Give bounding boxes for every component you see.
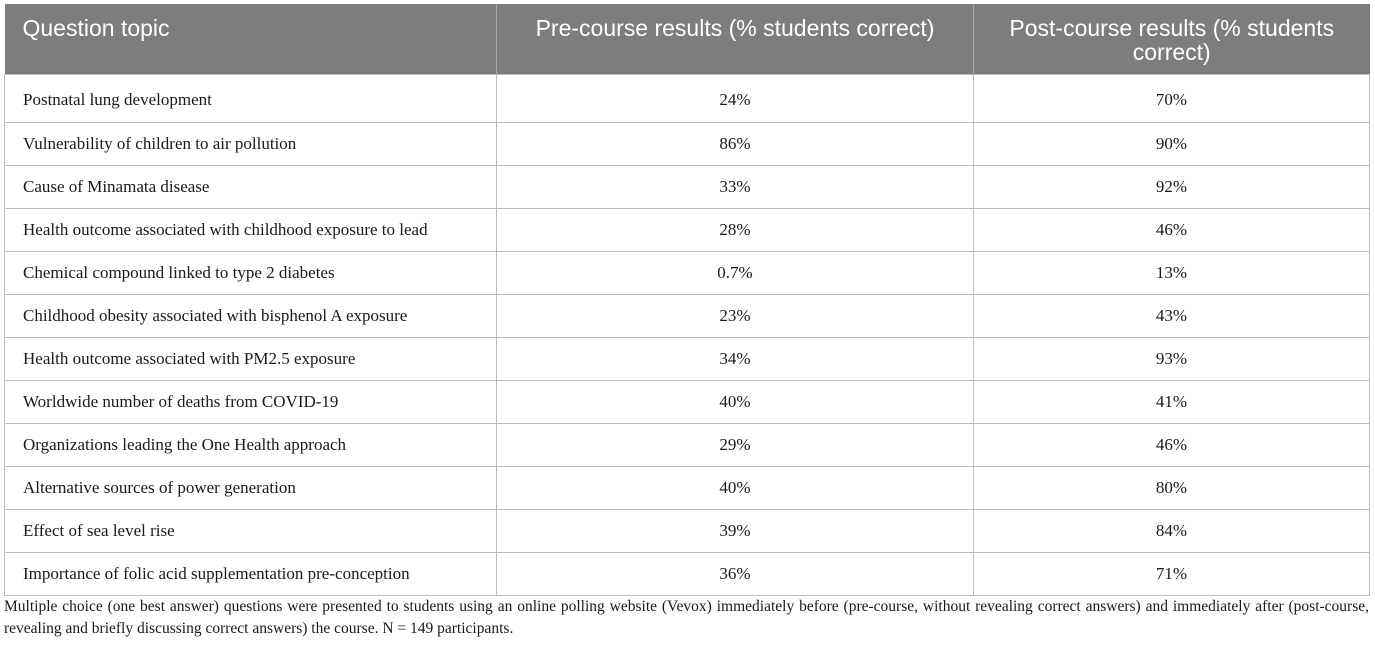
post-course-cell: 43% (974, 294, 1370, 337)
question-topic-cell: Organizations leading the One Health approach (5, 423, 497, 466)
table-body (5, 74, 1370, 595)
table-row (5, 552, 1370, 595)
question-topic-cell: Alternative sources of power generation (5, 466, 497, 509)
table-footnote: Multiple choice (one best answer) questions were presented to students using an online polling website (Vevox) immediately before (pre-course, without revealing correct answers) and immediately after (post-course, revealing and briefly discussing correct answers) the course. N = 149 participants. (4, 598, 1369, 637)
post-course-cell: 71% (974, 552, 1370, 595)
pre-course-cell: 40% (497, 466, 974, 509)
pre-course-cell: 29% (497, 423, 974, 466)
table-header (5, 4, 1370, 74)
post-course-cell: 13% (974, 251, 1370, 294)
header-question-topic: Question topic (5, 4, 497, 74)
table-row (5, 337, 1370, 380)
table-row (5, 208, 1370, 251)
pre-course-cell: 33% (497, 165, 974, 208)
post-course-cell: 46% (974, 208, 1370, 251)
question-topic-cell: Cause of Minamata disease (5, 165, 497, 208)
table-row (5, 165, 1370, 208)
pre-course-cell: 39% (497, 509, 974, 552)
results-table (4, 4, 1370, 596)
post-course-cell: 84% (974, 509, 1370, 552)
post-course-cell: 41% (974, 380, 1370, 423)
post-course-cell: 92% (974, 165, 1370, 208)
question-topic-cell: Health outcome associated with childhood exposure to lead (5, 208, 497, 251)
pre-course-cell: 24% (497, 74, 974, 122)
question-topic-cell: Health outcome associated with PM2.5 exposure (5, 337, 497, 380)
table-row (5, 466, 1370, 509)
pre-course-cell: 36% (497, 552, 974, 595)
header-post-course: Post-course results (% students correct) (974, 4, 1370, 74)
results-table-container (4, 4, 1369, 596)
question-topic-cell: Chemical compound linked to type 2 diabetes (5, 251, 497, 294)
table-row (5, 380, 1370, 423)
table-row (5, 74, 1370, 122)
pre-course-cell: 0.7% (497, 251, 974, 294)
question-topic-cell: Childhood obesity associated with bisphenol A exposure (5, 294, 497, 337)
pre-course-cell: 23% (497, 294, 974, 337)
table-row (5, 509, 1370, 552)
question-topic-cell: Postnatal lung development (5, 74, 497, 122)
question-topic-cell: Importance of folic acid supplementation pre-conception (5, 552, 497, 595)
post-course-cell: 70% (974, 74, 1370, 122)
table-row (5, 294, 1370, 337)
pre-course-cell: 28% (497, 208, 974, 251)
table-row (5, 423, 1370, 466)
pre-course-cell: 86% (497, 122, 974, 165)
header-row (5, 4, 1370, 74)
table-row (5, 251, 1370, 294)
post-course-cell: 80% (974, 466, 1370, 509)
question-topic-cell: Vulnerability of children to air pollution (5, 122, 497, 165)
post-course-cell: 46% (974, 423, 1370, 466)
header-pre-course: Pre-course results (% students correct) (497, 4, 974, 74)
pre-course-cell: 40% (497, 380, 974, 423)
table-row (5, 122, 1370, 165)
post-course-cell: 90% (974, 122, 1370, 165)
question-topic-cell: Worldwide number of deaths from COVID-19 (5, 380, 497, 423)
post-course-cell: 93% (974, 337, 1370, 380)
pre-course-cell: 34% (497, 337, 974, 380)
question-topic-cell: Effect of sea level rise (5, 509, 497, 552)
